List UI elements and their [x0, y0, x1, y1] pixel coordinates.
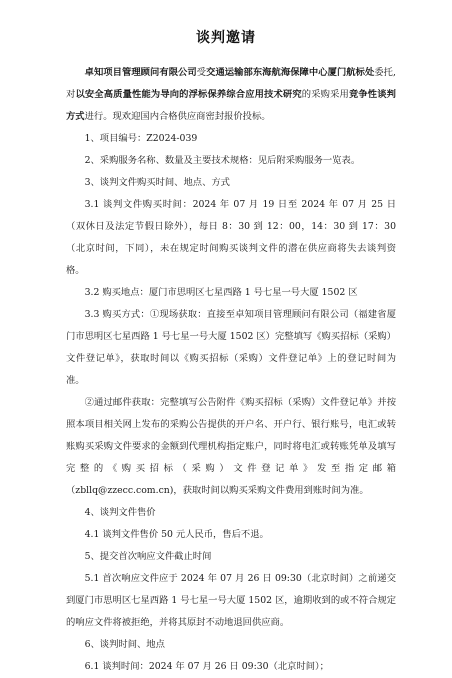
purchase-method-email: ②通过邮件获取：完整填写公告附件《购买招标（采购）文件登记单》并按照本项目相关网上发布的采购公告提供的开户名、开户行、银行账号，电汇或转账购买采购文件要求的金额到代理机构指定账户，同时将电汇或转账凭单及填写完整的《购买招标（采购）文件登记单》发至指定邮箱（zbllq@zzecc.com.cn)，获取时间以购买采购文件费用到账时间为准。 [66, 397, 396, 496]
intro-text-4: 进行。现欢迎国内合格供应商密封报价投标。 [84, 111, 271, 122]
intro-text-3: 的采购采用 [301, 89, 349, 100]
agency-name: 卓知项目管理顾问有限公司 [84, 67, 197, 78]
negotiation-time: 6.1 谈判时间：2024 年 07 月 26 日 09:30（北京时间）； [84, 661, 329, 672]
section-5-heading: 5、提交首次响应文件截止时间 [84, 551, 212, 562]
document-body [66, 62, 396, 678]
purchase-location: 3.2 购买地点：厦门市思明区七星西路 1 号七星一号大厦 1502 区 [84, 287, 358, 298]
client-name: 交通运输部东海航海保障中心厦门航标处 [206, 67, 375, 78]
purchase-time: 3.1 谈判文件购买时间：2024 年 07 月 19 日至 2024 年 07 月 25 日（双休日及法定节假日除外），每日 8：30 到 12：00，14：30 到 17：30（北京时间，下同），未在规定时间购买谈判文件的潜在供应商将失去谈判资格。 [66, 199, 396, 276]
service-scope: 2、采购服务名称、数量及主要技术规格：见后附采购服务一览表。 [84, 155, 361, 166]
intro-text-1: 受 [196, 67, 207, 78]
procurement-method: 竞争性谈判方式 [66, 89, 396, 122]
intro-paragraph [66, 62, 396, 128]
document-price: 4.1 谈判文件售价 50 元人民币，售后不退。 [84, 529, 269, 540]
project-name: 以安全高质量性能为导向的浮标保养综合应用技术研究 [75, 89, 302, 100]
purchase-method-onsite: 3.3 购买方式：①现场获取：直接至卓知项目管理顾问有限公司（福建省厦门市思明区七星西路 1 号七星一号大厦 1502 区）完整填写《购买招标（采购）文件登记单》，获取时间以《购买招标（采购）文件登记单》上的登记时间为准。 [66, 309, 396, 386]
section-3-heading: 3、谈判文件购买时间、地点、方式 [84, 177, 230, 188]
section-6-heading: 6、谈判时间、地点 [84, 639, 165, 650]
project-number: 1、项目编号：Z2024-039 [84, 133, 198, 144]
intro-text-2: 委托,对 [66, 67, 396, 100]
submission-deadline: 5.1 首次响应文件应于 2024 年 07 月 26 日 09:30（北京时间）之前递交到厦门市思明区七星西路 1 号七星一号大厦 1502 区，逾期收到的或不符合规定的响应文件将被拒绝，并将其原封不动地退回供应商。 [66, 573, 396, 628]
document-title: 谈判邀请 [196, 30, 256, 46]
section-4-heading: 4、谈判文件售价 [84, 507, 156, 518]
